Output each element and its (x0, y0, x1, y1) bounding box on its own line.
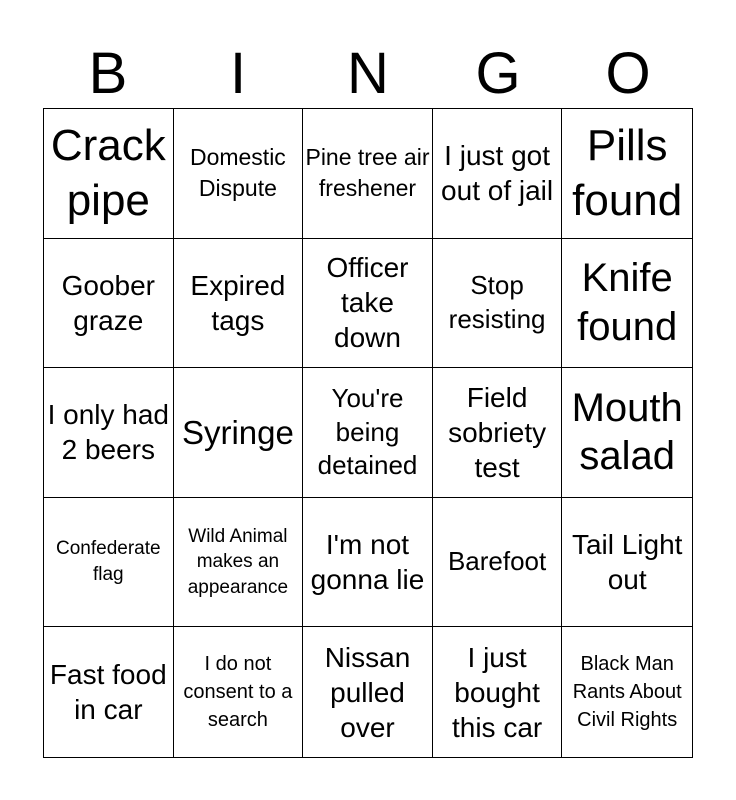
cell-label: Nissan pulled over (324, 641, 411, 743)
cell-label: I'm not gonna lie (310, 529, 425, 596)
bingo-cell-r1-c3[interactable] (303, 109, 433, 239)
cell-label: Knife found (577, 256, 678, 349)
header-letter-o: O (605, 41, 651, 106)
cell-label: Pills found (572, 121, 683, 226)
cell-label: Stop resisting (448, 270, 546, 334)
bingo-cell-r1-c2[interactable] (174, 109, 304, 239)
bingo-cell-r5-c1[interactable] (44, 627, 174, 757)
bingo-cell-r4-c4[interactable] (433, 498, 563, 628)
bingo-cell-r1-c5[interactable] (562, 109, 692, 239)
cell-label: Domestic Dispute (189, 144, 286, 202)
bingo-cell-r3-c2[interactable] (174, 368, 304, 498)
header-letter-g: G (475, 41, 521, 106)
bingo-cell-r4-c5[interactable] (562, 498, 692, 628)
cell-label: Field sobriety test (448, 381, 547, 483)
bingo-cell-r5-c4[interactable] (433, 627, 563, 757)
bingo-cell-r2-c4[interactable] (433, 239, 563, 369)
cell-label: Tail Light out (571, 529, 683, 596)
cell-label: Barefoot (447, 546, 547, 577)
cell-label: Confederate flag (56, 538, 161, 586)
bingo-cell-r4-c3[interactable] (303, 498, 433, 628)
bingo-cell-r1-c1[interactable] (44, 109, 174, 239)
cell-label: Black Man Rants About Civil Rights (572, 653, 682, 732)
cell-label: Wild Animal makes an appearance (187, 525, 289, 598)
cell-label: Syringe (181, 413, 294, 451)
cell-label: Expired tags (190, 269, 286, 336)
cell-label: Mouth salad (571, 385, 683, 479)
bingo-cell-r5-c2[interactable] (174, 627, 304, 757)
bingo-cell-r2-c2[interactable] (174, 239, 304, 369)
cell-label: I just bought this car (451, 641, 543, 743)
cell-label: You're being detained (317, 382, 418, 481)
cell-label: Fast food in car (49, 659, 167, 726)
cell-label: Goober graze (61, 269, 155, 336)
header-letter-n: N (347, 41, 389, 106)
bingo-cell-r2-c3[interactable] (303, 239, 433, 369)
bingo-cell-r1-c4[interactable] (433, 109, 563, 239)
bingo-cell-r3-c4[interactable] (433, 368, 563, 498)
header-letter-i: I (229, 41, 247, 106)
bingo-cell-r5-c5[interactable] (562, 627, 692, 757)
bingo-board (43, 108, 693, 758)
cell-label: Pine tree air freshener (305, 144, 430, 202)
bingo-cell-r4-c2[interactable] (174, 498, 304, 628)
bingo-header (43, 40, 693, 108)
cell-label: I just got out of jail (441, 140, 554, 207)
bingo-cell-r3-c1[interactable] (44, 368, 174, 498)
header-letter-b: B (88, 41, 128, 106)
bingo-cell-r2-c1[interactable] (44, 239, 174, 369)
bingo-cell-r5-c3[interactable] (303, 627, 433, 757)
cell-label: Crack pipe (50, 121, 166, 226)
cell-label: I only had 2 beers (47, 399, 169, 466)
cell-label: Officer take down (326, 252, 409, 354)
bingo-cell-r2-c5[interactable] (562, 239, 692, 369)
bingo-cell-r3-c5[interactable] (562, 368, 692, 498)
cell-label: I do not consent to a search (183, 653, 293, 732)
bingo-cell-r3-c3[interactable] (303, 368, 433, 498)
bingo-cell-r4-c1[interactable] (44, 498, 174, 628)
